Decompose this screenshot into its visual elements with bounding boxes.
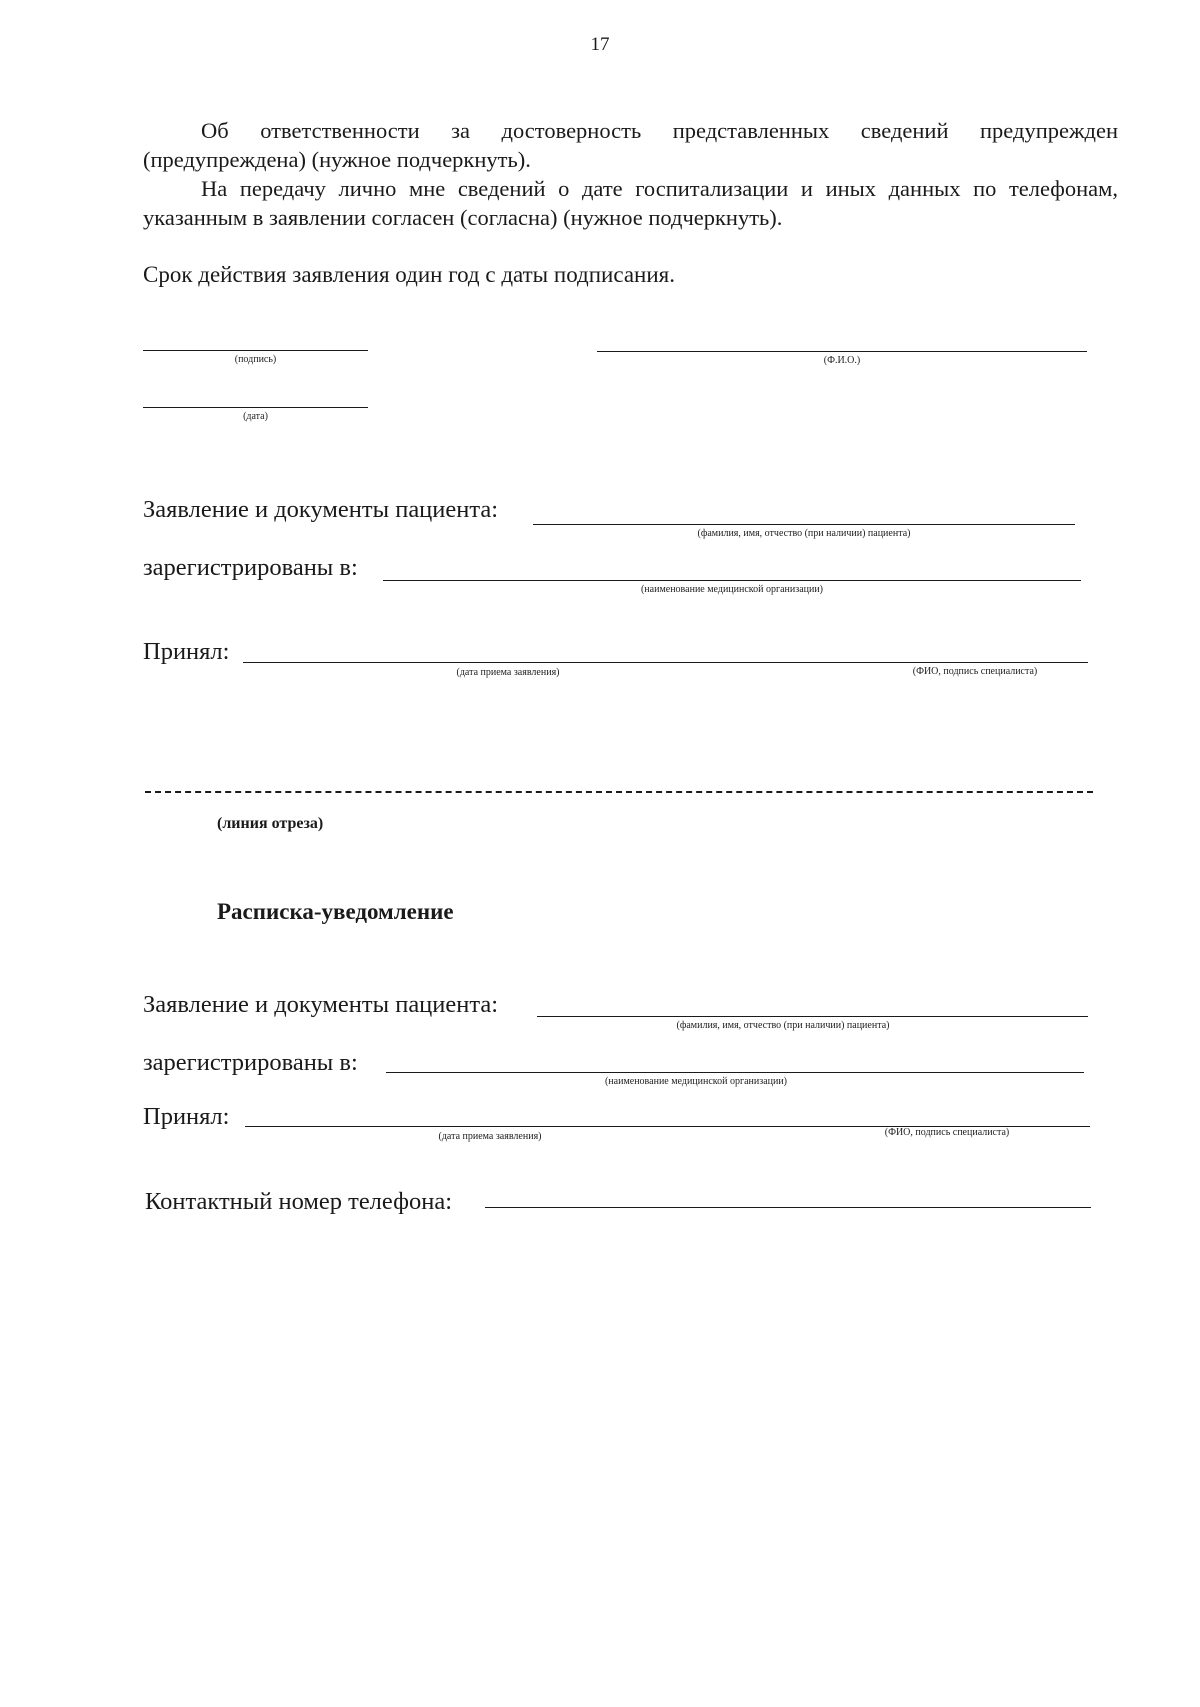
fio-caption: (Ф.И.О.) [823,355,861,366]
accepted-fio-caption: (ФИО, подпись специалиста) [912,666,1038,677]
consent-paragraph [143,174,1118,232]
patient-label: Заявление и документы пациента: [143,496,499,523]
fio-line[interactable] [597,351,1087,352]
registered-org-line[interactable] [383,580,1081,581]
date-caption: (дата) [243,411,268,422]
signature-line[interactable] [143,350,368,351]
receipt-patient-name-caption: (фамилия, имя, отчество (при наличии) пациента) [676,1020,890,1031]
receipt-registered-org-caption: (наименование медицинской организации) [604,1076,788,1087]
liability-text: Об ответственности за достоверность представленных сведений предупрежден (предупреждена) (нужное подчеркнуть). [143,118,1118,172]
patient-name-line[interactable] [533,524,1075,525]
receipt-registered-label: зарегистрированы в: [143,1049,358,1076]
receipt-patient-name-line[interactable] [537,1016,1088,1017]
receipt-accepted-fio-caption: (ФИО, подпись специалиста) [884,1127,1010,1138]
liability-paragraph [143,116,1118,174]
registered-label: зарегистрированы в: [143,554,358,581]
date-line[interactable] [143,407,368,408]
receipt-phone-line[interactable] [485,1207,1091,1208]
consent-text: На передачу лично мне сведений о дате госпитализации и иных данных по телефонам, указанным в заявлении согласен (согласна) (нужное подчеркнуть). [143,176,1118,230]
accepted-line[interactable] [243,662,1088,663]
receipt-accepted-label: Принял: [143,1103,230,1130]
cut-line-caption: (линия отреза) [217,815,324,832]
patient-name-caption: (фамилия, имя, отчество (при наличии) пациента) [697,528,911,539]
validity-text: Срок действия заявления один год с даты подписания. [143,262,675,287]
page-number: 17 [590,34,610,55]
receipt-phone-label: Контактный номер телефона: [145,1188,453,1215]
cut-line [145,791,1093,793]
signature-caption: (подпись) [234,354,277,365]
receipt-title: Расписка-уведомление [217,899,454,924]
receipt-registered-org-line[interactable] [386,1072,1084,1073]
registered-org-caption: (наименование медицинской организации) [640,584,824,595]
accepted-label: Принял: [143,638,230,665]
accepted-date-caption: (дата приема заявления) [456,667,560,678]
receipt-accepted-date-caption: (дата приема заявления) [438,1131,542,1142]
receipt-patient-label: Заявление и документы пациента: [143,991,499,1018]
